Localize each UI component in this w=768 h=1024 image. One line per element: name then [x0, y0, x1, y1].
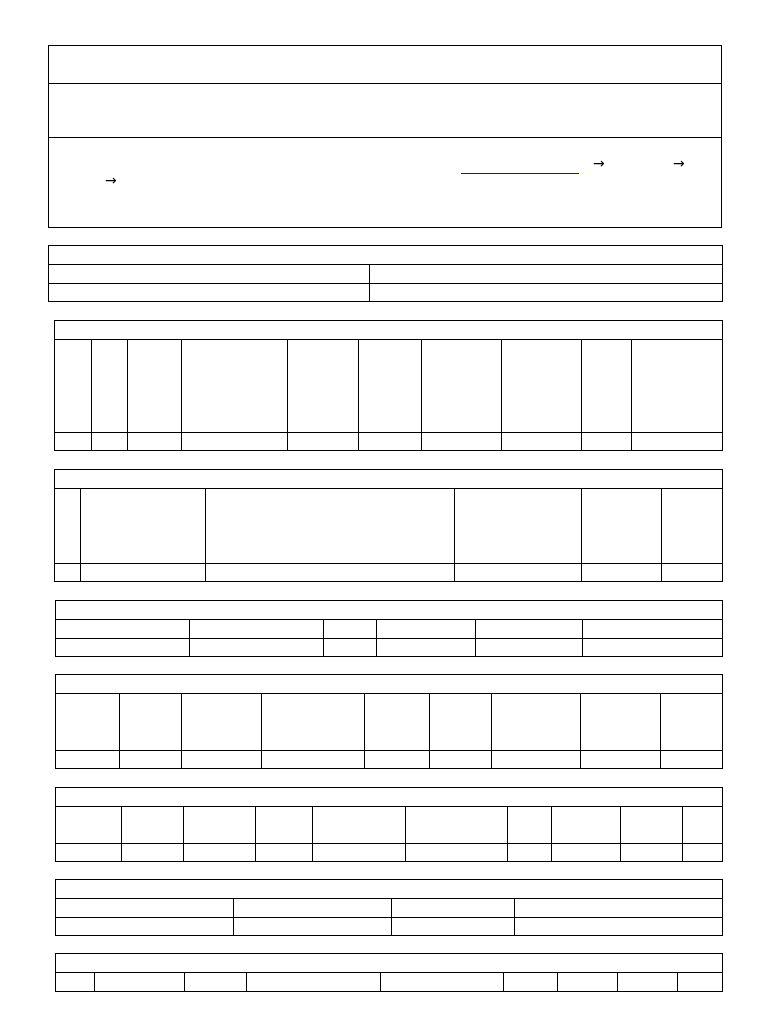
divider	[56, 638, 722, 639]
arrow-right-icon[interactable]: →	[593, 156, 605, 172]
divider	[55, 339, 722, 340]
column-divider	[364, 693, 365, 769]
column-divider	[661, 488, 662, 582]
column-divider	[475, 619, 476, 657]
column-divider	[80, 488, 81, 582]
column-divider	[503, 972, 504, 992]
column-divider	[551, 806, 552, 862]
divider	[56, 917, 722, 918]
column-divider	[391, 898, 392, 936]
data-table	[48, 245, 723, 302]
divider	[55, 432, 722, 433]
column-divider	[682, 806, 683, 862]
column-divider	[184, 972, 185, 992]
column-divider	[620, 806, 621, 862]
data-table	[55, 879, 723, 936]
column-divider	[91, 339, 92, 451]
column-divider	[581, 339, 582, 451]
column-divider	[323, 619, 324, 657]
divider	[56, 619, 722, 620]
divider	[49, 137, 721, 138]
column-divider	[491, 693, 492, 769]
divider	[56, 806, 722, 807]
column-divider	[380, 972, 381, 992]
column-divider	[358, 339, 359, 451]
column-divider	[181, 339, 182, 451]
column-divider	[677, 972, 678, 992]
column-divider	[121, 806, 122, 862]
arrow-right-icon[interactable]: →	[673, 156, 685, 172]
column-divider	[514, 898, 515, 936]
column-divider	[246, 972, 247, 992]
column-divider	[119, 693, 120, 769]
divider	[56, 843, 722, 844]
column-divider	[183, 806, 184, 862]
arrow-right-icon[interactable]: →	[105, 173, 117, 189]
divider	[49, 283, 722, 284]
column-divider	[501, 339, 502, 451]
data-table	[55, 674, 723, 769]
column-divider	[261, 693, 262, 769]
data-table	[55, 600, 723, 657]
column-divider	[660, 693, 661, 769]
column-divider	[376, 619, 377, 657]
header-panel	[48, 45, 722, 228]
column-divider	[189, 619, 190, 657]
column-divider	[580, 693, 581, 769]
divider	[56, 750, 722, 751]
column-divider	[287, 339, 288, 451]
column-divider	[429, 693, 430, 769]
divider	[56, 898, 722, 899]
divider	[55, 488, 722, 489]
divider	[49, 264, 722, 265]
divider	[49, 83, 721, 84]
divider	[55, 563, 722, 564]
data-table	[55, 787, 723, 862]
column-divider	[582, 619, 583, 657]
column-divider	[454, 488, 455, 582]
column-divider	[312, 806, 313, 862]
column-divider	[581, 488, 582, 582]
column-divider	[255, 806, 256, 862]
column-divider	[127, 339, 128, 451]
column-divider	[507, 806, 508, 862]
column-divider	[405, 806, 406, 862]
column-divider	[617, 972, 618, 992]
column-divider	[557, 972, 558, 992]
column-divider	[421, 339, 422, 451]
column-divider	[181, 693, 182, 769]
data-table	[54, 469, 723, 582]
column-divider	[94, 972, 95, 992]
column-divider	[369, 264, 370, 302]
column-divider	[631, 339, 632, 451]
column-divider	[233, 898, 234, 936]
divider	[56, 972, 722, 973]
data-table	[55, 953, 723, 992]
column-divider	[205, 488, 206, 582]
nav-link-underline	[461, 173, 579, 174]
divider	[56, 693, 722, 694]
nav-link[interactable]	[461, 158, 579, 172]
data-table	[54, 320, 723, 451]
